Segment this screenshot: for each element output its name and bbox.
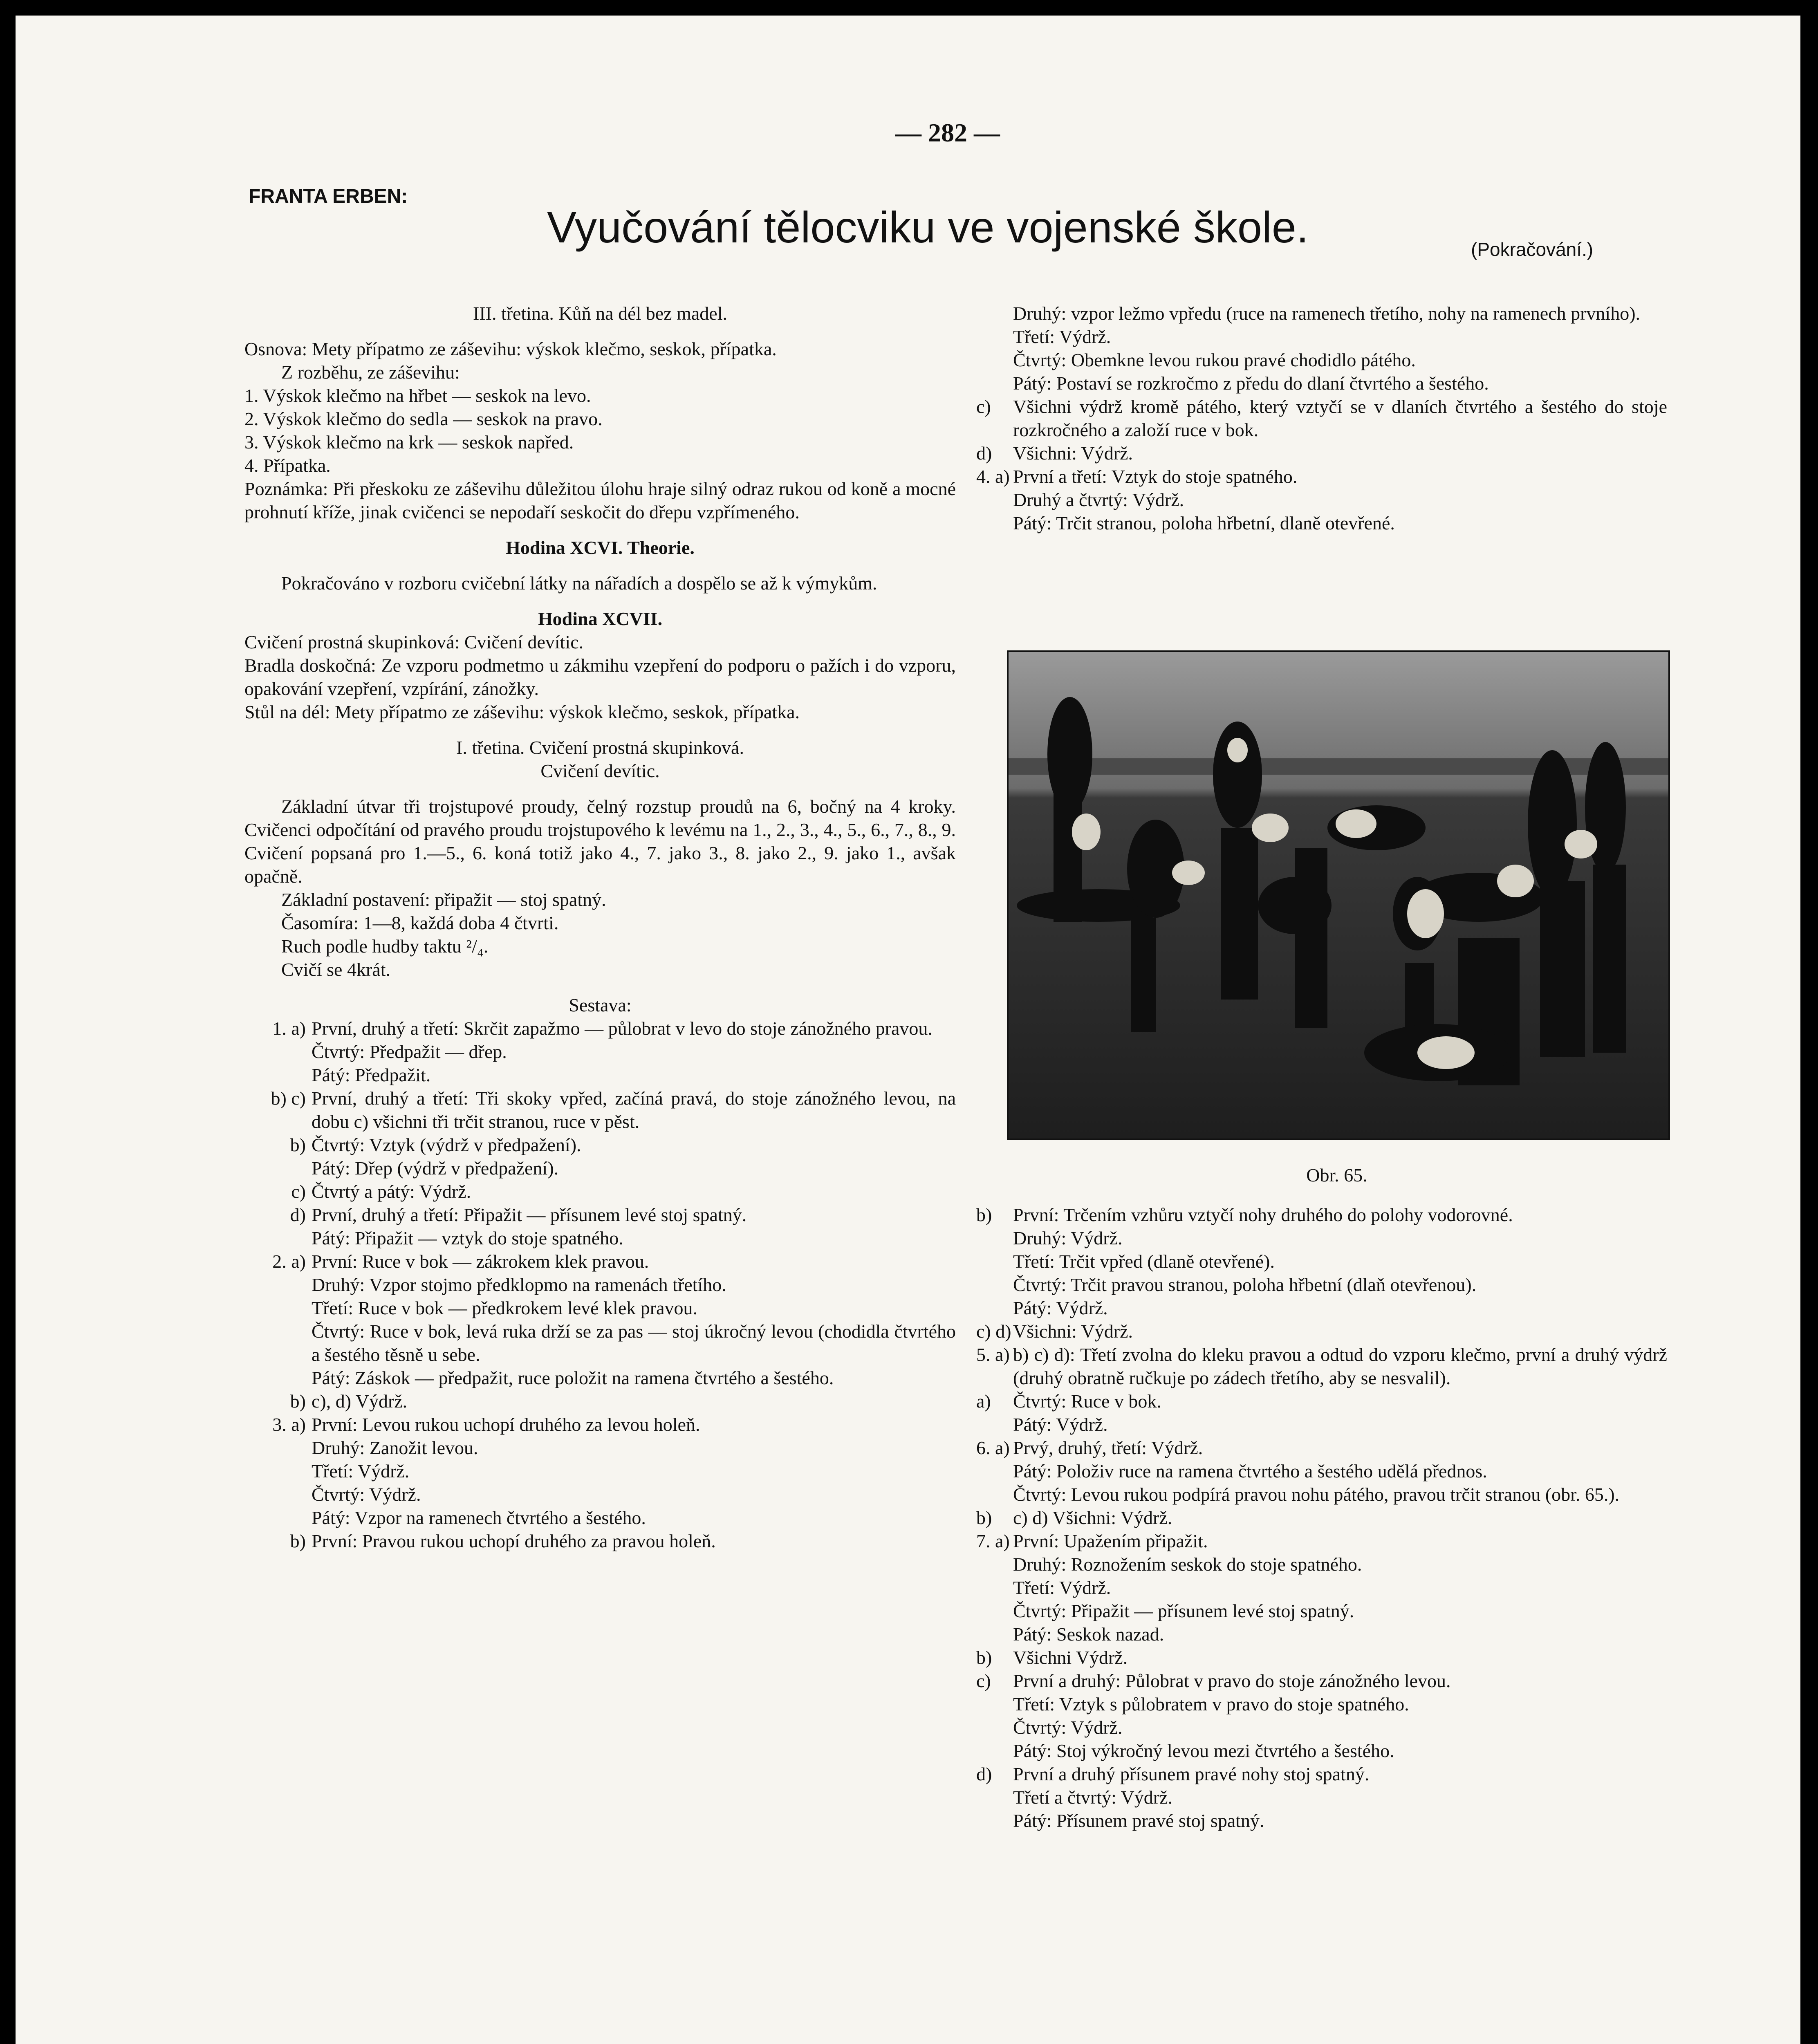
item-label: b) (290, 1391, 306, 1412)
right-column-top (976, 302, 1667, 535)
item-text: První a druhý přísunem pravé nohy stoj spatný. (1013, 1764, 1370, 1784)
section-subheading: Sestava: (569, 995, 632, 1015)
paragraph: Cvičí se 4krát. (281, 959, 390, 980)
item-text: Čtvrtý: Trčit pravou stranou, poloha hřbetní (dlaň otevřenou). (1013, 1274, 1477, 1295)
item-text: Prvý, druhý, třetí: Výdrž. (1013, 1437, 1203, 1458)
continued-note: (Pokračování.) (1471, 239, 1594, 260)
section-heading: III. třetina. Kůň na dél bez madel. (473, 303, 727, 324)
item-label: c) (291, 1181, 306, 1202)
item-label: d) (290, 1204, 306, 1225)
item-label: 5. a) (976, 1344, 1010, 1365)
item-text: Pátý: Postaví se rozkročmo z předu do dlaní čtvrtého a šestého. (1013, 373, 1489, 394)
item-text: Druhý a čtvrtý: Výdrž. (1013, 489, 1184, 510)
item-label: b) (976, 1647, 992, 1668)
item-text: Pátý: Stoj výkročný levou mezi čtvrtého a šestého. (1013, 1740, 1394, 1761)
item-text: Druhý: Zanožit levou. (312, 1437, 478, 1458)
item-text: Třetí: Ruce v bok — předkrokem levé klek pravou. (312, 1298, 697, 1318)
item-text: Čtvrtý: Výdrž. (1013, 1717, 1123, 1738)
item-text: Čtvrtý: Levou rukou podpírá pravou nohu pátého, pravou trčit stranou (obr. 65.). (1013, 1484, 1620, 1505)
item-text: První, druhý a třetí: Připažit — přísunem levé stoj spatný. (312, 1204, 747, 1225)
item-text: Všichni Výdrž. (1013, 1647, 1128, 1668)
item-text: Pátý: Dřep (výdrž v předpažení). (312, 1158, 559, 1179)
paragraph: Osnova: Mety přípatmo ze záševihu: výskok klečmo, seskok, přípatka. (244, 338, 777, 359)
item-text: Čtvrtý: Předpažit — dřep. (312, 1041, 507, 1062)
item-text: Pátý: Seskok nazad. (1013, 1624, 1164, 1645)
paragraph: Základní postavení: připažit — stoj spatný. (281, 889, 606, 910)
item-text: První: Trčením vzhůru vztyčí nohy druhého do polohy vodorovné. (1013, 1204, 1513, 1225)
paragraph: Pokračováno v rozboru cvičební látky na nářadích a dospělo se až k výmykům. (281, 573, 877, 594)
item-label: b) (290, 1531, 306, 1551)
item-label: c) d) (976, 1321, 1011, 1342)
item-text: První: Pravou rukou uchopí druhého za pravou holeň. (312, 1531, 716, 1551)
paragraph: Ruch podle hudby taktu ²/₄. (281, 936, 489, 957)
list-item: 1. Výskok klečmo na hřbet — seskok na levo. (244, 385, 591, 406)
item-label: b) (976, 1204, 992, 1225)
item-text: Třetí: Výdrž. (312, 1461, 410, 1481)
right-column-bottom (976, 1203, 1667, 1832)
item-text: Všichni výdrž kromě pátého, který vztyčí se v dlaních čtvrtého a šestého do stoje rozkročného a založí ruce v bok. (1013, 396, 1667, 440)
item-label: 6. a) (976, 1437, 1010, 1458)
item-text: Čtvrtý: Obemkne levou rukou pravé chodidlo pátého. (1013, 350, 1416, 370)
paragraph: Časomíra: 1—8, každá doba 4 čtvrti. (281, 912, 559, 933)
item-text: První, druhý a třetí: Skrčit zapažmo — půlobrat v levo do stoje zánožného pravou. (312, 1018, 933, 1039)
item-text: Pátý: Trčit stranou, poloha hřbetní, dlaně otevřené. (1013, 513, 1395, 533)
item-label: b) (290, 1134, 306, 1155)
paragraph: Stůl na dél: Mety přípatmo ze záševihu: výskok klečmo, seskok, přípatka. (244, 702, 800, 722)
item-text: Všichni: Výdrž. (1013, 1321, 1133, 1342)
gymnasts-photo-illustration (1009, 652, 1668, 1139)
item-text: Čtvrtý: Ruce v bok. (1013, 1391, 1161, 1412)
item-text: Pátý: Vzpor na ramenech čtvrtého a šestého. (312, 1507, 646, 1528)
item-text: Druhý: vzpor ležmo vpředu (ruce na ramenech třetího, nohy na ramenech prvního). (1013, 303, 1641, 324)
item-label: a) (976, 1391, 991, 1412)
item-label: 4. a) (976, 466, 1010, 487)
paragraph: Cvičení prostná skupinková: Cvičení devític. (244, 632, 584, 652)
item-label: 3. a) (272, 1414, 306, 1435)
note-paragraph: Poznámka: Při přeskoku ze záševihu důležitou úlohu hraje silný odraz rukou od koně a mocné prohnutí kříže, jinak cvičenci se nepodaří seskočit do dřepu vzpřímeného. (244, 478, 956, 522)
item-text: První: Ruce v bok — zákrokem klek pravou. (312, 1251, 649, 1272)
paragraph: Základní útvar tři trojstupové proudy, čelný rozstup proudů na 6, bočný na 4 kroky. Cvičenci odpočítání od pravého proudu trojstupového k levému na 1., 2., 3., 4., 5., 6., 7., 8., 9. Cvičení popsaná pro 1.—5., 6. koná totiž jako 4., 7. jako 3., 8. jako 2., 9. jako 1., avšak opačně. (244, 796, 956, 887)
item-text: Pátý: Přísunem pravé stoj spatný. (1013, 1810, 1264, 1831)
paragraph: Bradla doskočná: Ze vzporu podmetmo u zákmihu vzepření do podporu o pažích i do vzporu, opakování vzepření, vzpírání, zánožky. (244, 655, 956, 699)
item-label: c) (976, 1670, 991, 1691)
item-text: Třetí: Trčit vpřed (dlaně otevřené). (1013, 1251, 1275, 1272)
left-column (244, 302, 956, 1553)
item-text: Třetí: Vztyk s půlobratem v pravo do stoje spatného. (1013, 1694, 1409, 1715)
item-text: c), d) Výdrž. (312, 1391, 408, 1412)
item-label: c) (976, 396, 991, 417)
item-text: Čtvrtý: Vztyk (výdrž v předpažení). (312, 1134, 581, 1155)
item-text: Pátý: Záskok — předpažit, ruce položit na ramena čtvrtého a šestého. (312, 1367, 834, 1388)
paragraph: Z rozběhu, ze záševihu: (281, 362, 460, 383)
item-text: První a třetí: Vztyk do stoje spatného. (1013, 466, 1298, 487)
item-text: Pátý: Výdrž. (1013, 1414, 1108, 1435)
item-text: První a druhý: Půlobrat v pravo do stoje zánožného levou. (1013, 1670, 1451, 1691)
section-heading: I. třetina. Cvičení prostná skupinková. (456, 737, 744, 758)
page-number: — 282 — (895, 118, 1000, 147)
item-text: b) c) d): Třetí zvolna do kleku pravou a odtud do vzporu klečmo, první a druhý výdrž (druhý obratně ručkuje po zádech třetího, aby se nesvalil). (1013, 1344, 1667, 1388)
item-text: Pátý: Předpažit. (312, 1065, 431, 1085)
figure-caption: Obr. 65. (1306, 1165, 1367, 1186)
item-text: Druhý: Výdrž. (1013, 1228, 1123, 1248)
item-text: Všichni: Výdrž. (1013, 443, 1133, 464)
item-text: Čtvrtý: Výdrž. (312, 1484, 421, 1505)
page (16, 16, 1800, 2044)
item-text: c) d) Všichni: Výdrž. (1013, 1507, 1172, 1528)
article-title: Vyučování tělocviku ve vojenské škole. (547, 202, 1309, 252)
item-text: Pátý: Připažit — vztyk do stoje spatného. (312, 1228, 623, 1248)
item-label: 2. a) (272, 1251, 306, 1272)
item-text: Čtvrtý a pátý: Výdrž. (312, 1181, 471, 1202)
item-text: Třetí: Výdrž. (1013, 1577, 1111, 1598)
item-text: První: Levou rukou uchopí druhého za levou holeň. (312, 1414, 700, 1435)
section-heading: Hodina XCVII. (538, 608, 663, 629)
section-subheading: Cvičení devític. (540, 760, 660, 781)
figure-photo (1007, 650, 1670, 1140)
item-label: 7. a) (976, 1531, 1010, 1551)
item-label: d) (976, 1764, 992, 1784)
list-item: 4. Přípatka. (244, 455, 331, 476)
item-text: Pátý: Položiv ruce na ramena čtvrtého a šestého udělá přednos. (1013, 1461, 1487, 1481)
author: FRANTA ERBEN: (249, 186, 408, 207)
list-item: 2. Výskok klečmo do sedla — seskok na pravo. (244, 408, 603, 429)
item-text: První: Upažením připažit. (1013, 1531, 1208, 1551)
item-label: 1. a) (272, 1018, 306, 1039)
item-text: Třetí a čtvrtý: Výdrž. (1013, 1787, 1173, 1808)
item-text: Druhý: Roznožením seskok do stoje spatného. (1013, 1554, 1362, 1575)
list-item: 3. Výskok klečmo na krk — seskok napřed. (244, 432, 574, 453)
item-label: b) c) (271, 1088, 306, 1109)
item-text: Druhý: Vzpor stojmo předklopmo na ramenách třetího. (312, 1274, 726, 1295)
item-text: Pátý: Výdrž. (1013, 1298, 1108, 1318)
item-text: Čtvrtý: Ruce v bok, levá ruka drží se za pas — stoj úkročný levou (chodidla čtvrtého a šestého těsně u sebe. (312, 1321, 956, 1365)
item-text: Třetí: Výdrž. (1013, 326, 1111, 347)
item-label: d) (976, 443, 992, 464)
item-text: Čtvrtý: Připažit — přísunem levé stoj spatný. (1013, 1600, 1354, 1621)
section-heading: Hodina XCVI. Theorie. (506, 537, 695, 558)
item-text: První, druhý a třetí: Tři skoky vpřed, začíná pravá, do stoje zánožného levou, na dobu c) všichni tři trčit stranou, ruce v pěst. (312, 1088, 956, 1132)
item-label: b) (976, 1507, 992, 1528)
